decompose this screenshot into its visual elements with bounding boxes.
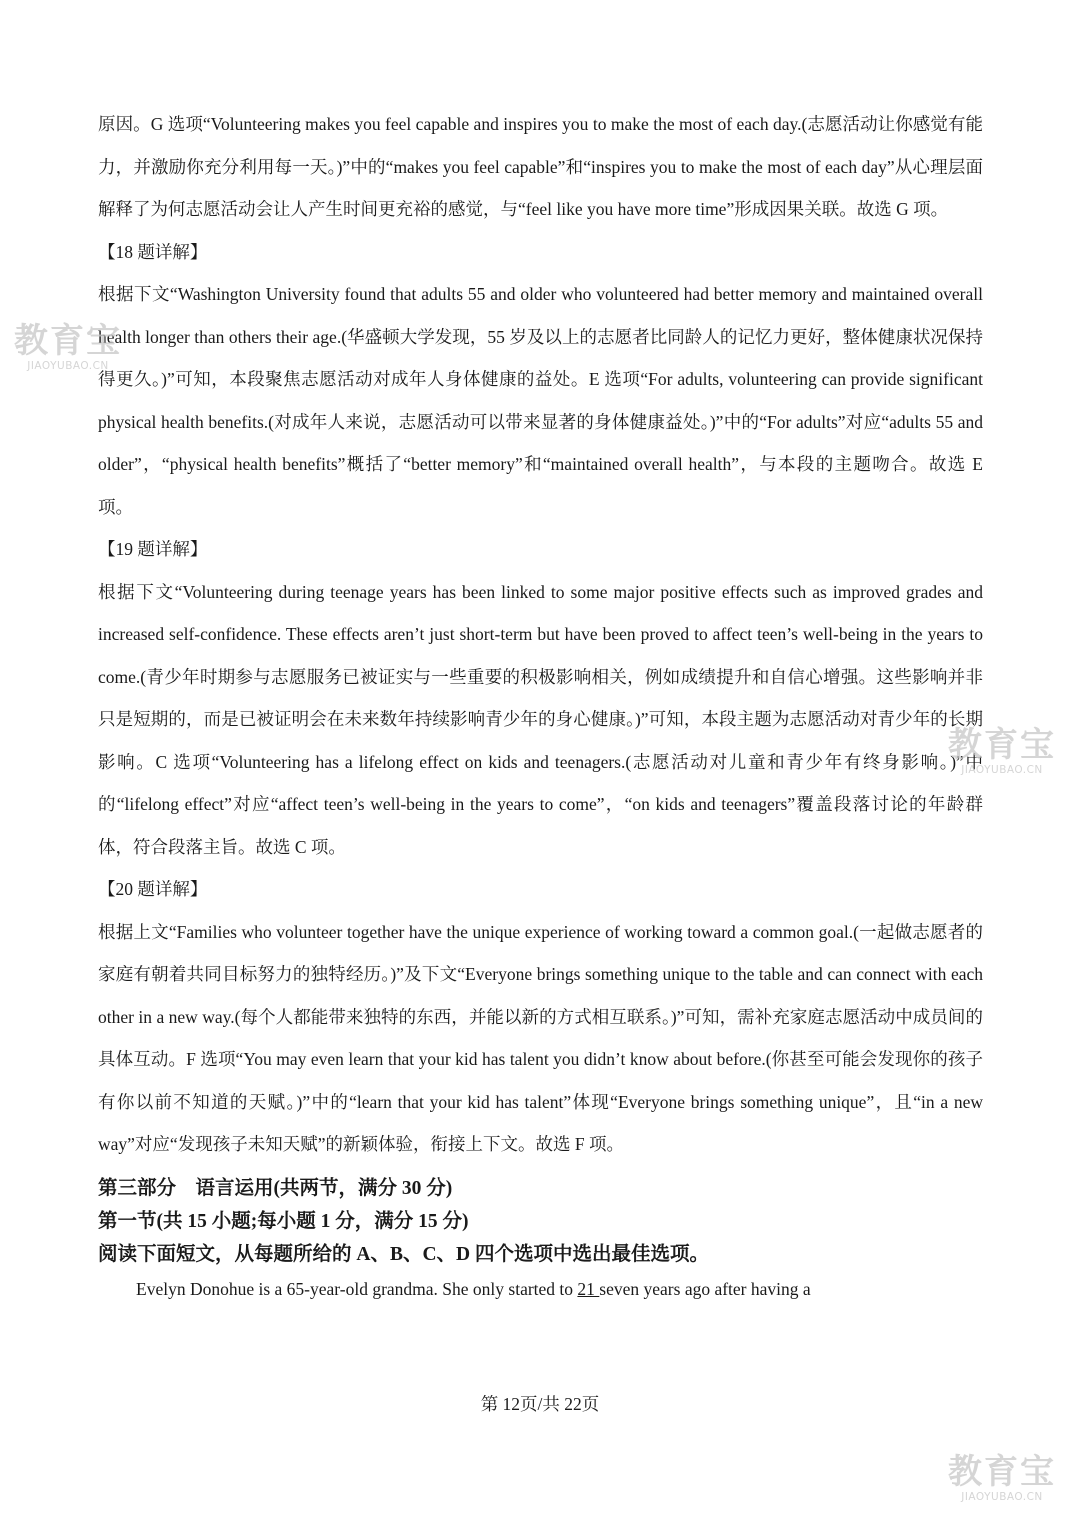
- watermark-url: JIAOYUBAO.CN: [27, 360, 109, 372]
- watermark-url: JIAOYUBAO.CN: [961, 1491, 1043, 1503]
- q20-heading: 【20 题详解】: [98, 879, 208, 899]
- watermark-brand: 教育宝: [948, 725, 1056, 765]
- section-instruction: 阅读下面短文，从每题所给的 A、B、C、D 四个选项中选出最佳选项。: [98, 1243, 710, 1265]
- document-page: [98, 103, 983, 1307]
- watermark-brand: 教育宝: [14, 321, 122, 361]
- blank-21: 21: [577, 1278, 600, 1299]
- q18-explanation: 根据下文“Washington University found that adults 55 and older who volunteered had better memory and maintained overall health longer than others their age.(华盛顿大学发现，55 岁及以上的志愿者比同龄人的记忆力更好，整体健康状况保持得更久。)”可知，本段聚焦志愿活动对成年人身体健康的益处。E 选项“For adults, volunteering can provide significant physical health benefits.(对成年人来说，志愿活动可以带来显著的身体健康益处。)”中的“For adults”对应“adults 55 and older”，“physical health benefits”概括了“better memory”和“maintained overall health”，与本段的主题吻合。故选 E 项。: [98, 284, 983, 517]
- watermark-logo: [948, 1453, 1056, 1503]
- watermark-brand: 教育宝: [948, 1452, 1056, 1492]
- q20-explanation: 根据上文“Families who volunteer together have the unique experience of working toward a common goal.(一起做志愿者的家庭有朝着共同目标努力的独特经历。)”及下文“Everyone brings something unique to the table and can connect with each other in a new way.(每个人都能带来独特的东西，并能以新的方式相互联系。)”可知，需补充家庭志愿活动中成员间的具体互动。F 选项“You may even learn that your kid has talent you didn’t know about before.(你甚至可能会发现你的孩子有你以前不知道的天赋。)”中的“learn that your kid has talent”体现“Everyone brings something unique”，且“in a new way”对应“发现孩子未知天赋”的新颖体验，衔接上下文。故选 F 项。: [98, 921, 983, 1154]
- story-first-line: [98, 1271, 983, 1307]
- story-text-after-blank: seven years ago after having a: [599, 1278, 811, 1299]
- page-number-footer: 第 12页/共 22页: [480, 1394, 600, 1414]
- part-title: 第三部分 语言运用(共两节，满分 30 分): [98, 1177, 453, 1199]
- section-title: 第一节(共 15 小题;每小题 1 分，满分 15 分): [98, 1210, 469, 1232]
- q18-heading: 【18 题详解】: [98, 241, 208, 262]
- paragraph-intro: 原因。G 选项“Volunteering makes you feel capable and inspires you to make the most of each day.(志愿活动让你感觉有能力，并激励你充分利用每一天。)”中的“makes you feel capable”和“inspires you to make the most of each day”从心理层面解释了为何志愿活动会让人产生时间更充裕的感觉，与“feel like you have more time”形成因果关联。故选 G 项。: [98, 114, 983, 219]
- story-text-before-blank: Evelyn Donohue is a 65-year-old grandma. She only started to: [136, 1278, 578, 1299]
- q19-explanation: 根据下文“Volunteering during teenage years has been linked to some major positive effects such as improved grades and increased self-confidence. These effects aren’t just short-term but have been proved to affect teen’s well-being in the years to come.(青少年时期参与志愿服务已被证实与一些重要的积极影响相关，例如成绩提升和自信心增强。这些影响并非只是短期的，而是已被证明会在未来数年持续影响青少年的身心健康。)”可知，本段主题为志愿活动对青少年的长期影响。C 选项“Volunteering has a lifelong effect on kids and teenagers.(志愿活动对儿童和青少年有终身影响。)”中的“lifelong effect”对应“affect teen’s well-being in the years to come”，“on kids and teenagers”覆盖段落讨论的年龄群体，符合段落主旨。故选 C 项。: [98, 581, 983, 857]
- watermark-url: JIAOYUBAO.CN: [961, 764, 1043, 776]
- q19-heading: 【19 题详解】: [98, 539, 208, 559]
